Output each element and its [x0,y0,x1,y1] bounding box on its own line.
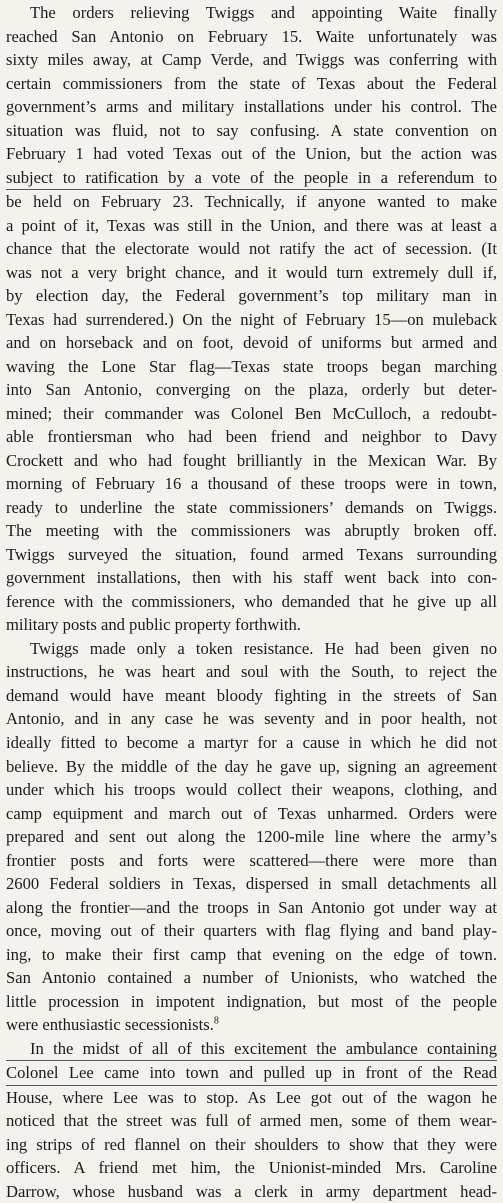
text-line: officers. A friend met him, the Unionist-minded Mrs. Caroline [6,1158,497,1178]
text-line: ing, to make their first camp that evening on the edge of town. [6,944,497,964]
text-line: ing strips of red flannel on their shoulders to show that they were [6,1134,497,1154]
text-line: and on horseback and on foot, devoid of uniforms but armed and [6,333,497,353]
text-line: certain commissioners from the state of Texas about the Federal [6,73,497,93]
text-line: frontier posts and forts were scattered—there were more than [6,850,497,870]
body-text [6,1,497,1203]
text-line: The orders relieving Twiggs and appointing Waite finally [30,3,497,22]
text-line: chance that the electorate would not ratify the act of secession. (It [6,239,497,259]
text-line: ference with the commissioners, who demanded that he give up all [6,591,497,611]
text-line: 2600 Federal soldiers in Texas, dispersed in small detachments all [6,874,497,894]
text-line: sixty miles away, at Camp Verde, and Twiggs was conferring with [6,50,497,70]
text-line: believe. By the middle of the day he gave up, signing an agreement [6,756,497,776]
text-line: government installations, then with his staff went back into con- [6,568,497,588]
text-line: subject to ratification by a vote of the people in a referendum to [6,166,497,191]
text-line: by election day, the Federal government’s top military man in [6,286,497,306]
text-line: The meeting with the commissioners was abruptly broken off. [6,521,497,541]
text-line: prepared and sent out along the 1200-mile line where the army’s [6,827,497,847]
text-line: San Antonio contained a number of Unionists, who watched the [6,968,497,988]
text-line: instructions, he was heart and soul with the South, to reject the [6,662,497,682]
text-line: Crockett and who had fought brilliantly in the Mexican War. By [6,450,497,470]
text-line: under which his troops would collect their weapons, clothing, and [6,780,497,800]
text-line: In the midst of all of this excitement the ambulance containing [6,1037,497,1062]
text-line-content: were enthusiastic secessionists. [6,1015,214,1035]
footnote-marker: 8 [213,1015,219,1027]
text-line: ideally fitted to become a martyr for a cause in which he did not [6,732,497,752]
text-line: Texas had surrendered.) On the night of February 15—on muleback [6,309,497,329]
text-line: camp equipment and march out of Texas unharmed. Orders were [6,803,497,823]
text-line [6,1013,497,1037]
text-line: government’s arms and military installations under his control. The [6,97,497,117]
text-line: once, moving out of their quarters with flag flying and band play- [6,921,497,941]
text-line: demand would have meant bloody fighting in the streets of San [6,685,497,705]
text-line: be held on February 23. Technically, if anyone wanted to make [6,192,497,212]
text-line: little procession in impotent indignation, but most of the people [6,991,497,1011]
text-line: Antonio, and in any case he was seventy and in poor health, not [6,709,497,729]
text-line: Twiggs surveyed the situation, found armed Texans surrounding [6,544,497,564]
text-line: noticed that the street was full of armed men, some of them wear- [6,1111,497,1131]
text-line: waving the Lone Star flag—Texas state troops began marching [6,356,497,376]
text-line: along the frontier—and the troops in San Antonio got under way at [6,897,497,917]
text-line: Darrow, whose husband was a clerk in army department head- [6,1181,497,1201]
text-line: ready to underline the state commissioners’ demands on Twiggs. [6,497,497,517]
text-line: was not a very bright chance, and it would turn extremely dull if, [6,262,497,282]
text-line: February 1 had voted Texas out of the Union, but the action was [6,144,497,164]
text-line: House, where Lee was to stop. As Lee got out of the wagon he [6,1087,497,1107]
text-line: mined; their commander was Colonel Ben McCulloch, a redoubt- [6,403,497,423]
text-line: Twiggs made only a token resistance. He had been given no [30,638,497,658]
text-line: Colonel Lee came into town and pulled up in front of the Read [6,1061,497,1086]
text-line: morning of February 16 a thousand of these troops were in town, [6,474,497,494]
text-line: able frontiersman who had been friend and neighbor to Davy [6,427,497,447]
text-line: a point of it, Texas was still in the Union, and there was at least a [6,215,497,235]
text-line: situation was fluid, not to say confusing. A state convention on [6,120,497,140]
text-line: reached San Antonio on February 15. Waite unfortunately was [6,26,497,46]
text-line: military posts and public property forthwith. [6,615,301,635]
text-line: into San Antonio, converging on the plaza, orderly but deter- [6,380,497,400]
